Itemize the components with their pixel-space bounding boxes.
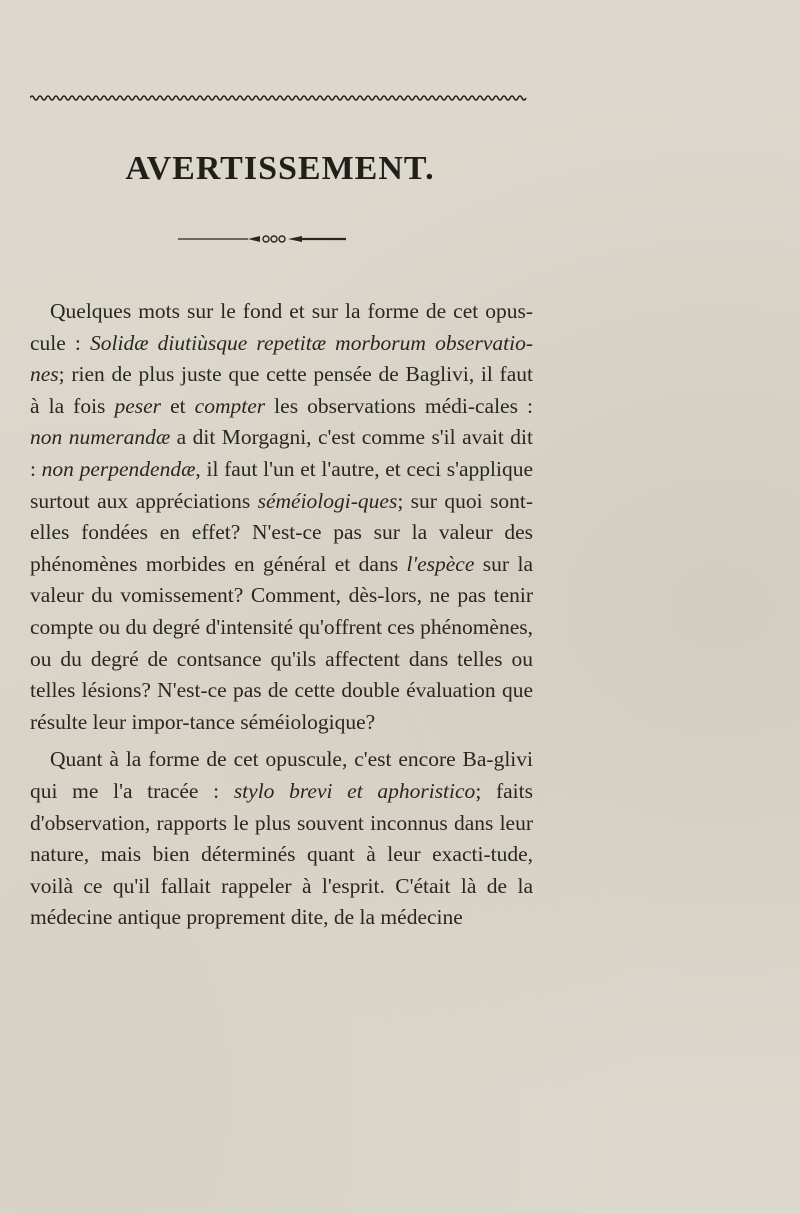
text-run: a dit Morgagni, c'est comme s'il avait dit :	[30, 425, 533, 481]
italic-phrase: stylo brevi et aphoristico	[233, 778, 476, 803]
italic-phrase: Solidæ diutiùsque repetitæ morborum observatio-nes	[30, 330, 533, 387]
text-run: ; rien de plus juste que cette pensée de Baglivi, il faut à la fois	[30, 362, 533, 418]
text-run: ; faits d'observation, rapports le plus souvent inconnus dans leur nature, mais bien déterminés quant à leur exacti-tude, voilà ce qu'il fallait rappeler à l'esprit. C'était là de la médecine antique proprement dite, de la médecine	[30, 778, 533, 930]
italic-phrase: compter	[194, 393, 266, 418]
ornamental-rule	[30, 92, 532, 104]
text-run: ; sur quoi sont-elles fondées en effet? N'est-ce pas sur la valeur des phénomènes morbides en général et dans	[30, 488, 533, 576]
body-text	[30, 296, 533, 934]
text-run: sur la valeur du vomissement? Comment, dès-lors, ne pas tenir compte ou du degré d'intensité qu'offrent ces phénomènes, ou du degré de contsance qu'ils affectent dans telles ou telles lésions? N'est-ce pas de cette double évaluation que résulte leur impor-tance séméiologique?	[30, 551, 533, 734]
page-title: AVERTISSEMENT.	[125, 150, 435, 187]
italic-phrase: l'espèce	[406, 551, 475, 576]
text-run: les observations médi-cales :	[265, 393, 533, 418]
paragraph	[30, 296, 533, 738]
paragraph	[30, 744, 533, 934]
italic-phrase: peser	[114, 393, 162, 418]
italic-phrase: non perpendendæ	[41, 456, 196, 481]
ornamental-divider	[178, 232, 346, 246]
text-run: Quelques mots sur le fond et sur la forme de cet opus-cule :	[30, 299, 533, 355]
text-run: Quant à la forme de cet opuscule, c'est encore Ba-glivi qui me l'a tracée :	[30, 747, 533, 803]
italic-phrase: non numerandæ	[30, 425, 171, 450]
text-run: , il faut l'un et l'autre, et ceci s'applique surtout aux appréciations	[30, 456, 533, 513]
text-run: et	[161, 393, 195, 418]
italic-phrase: séméiologi-ques	[257, 488, 398, 513]
